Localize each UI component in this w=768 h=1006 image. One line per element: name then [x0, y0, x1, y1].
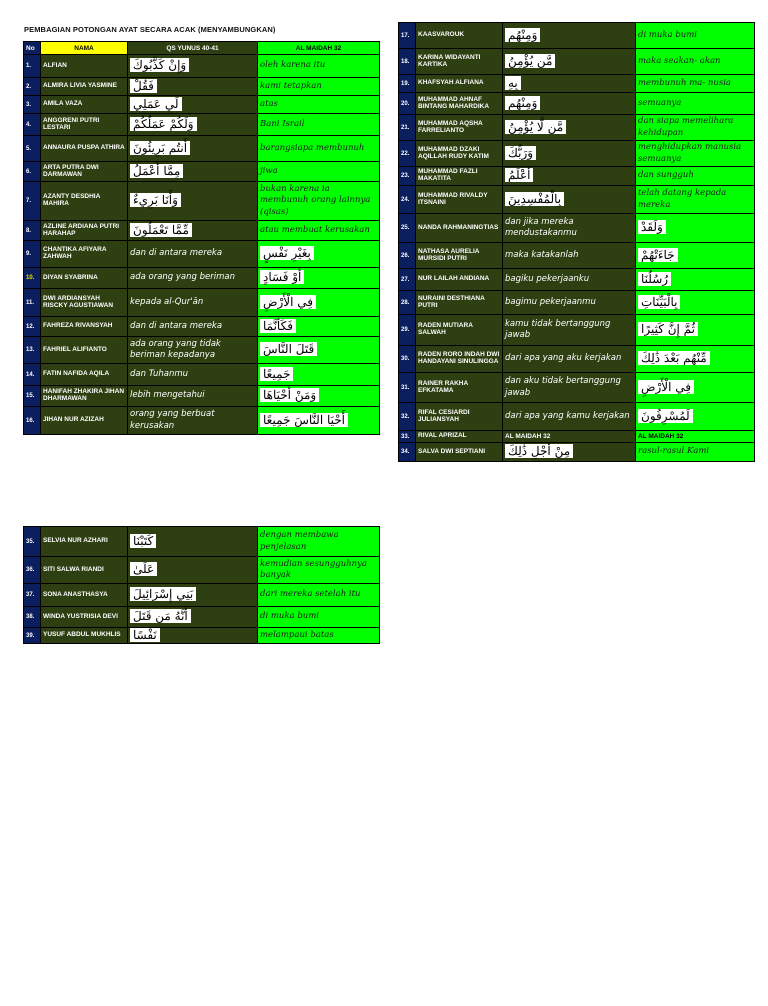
arabic-fragment: بِهِ	[505, 76, 521, 90]
arabic-fragment: مِّنْهُم بَعْدَ ذَٰلِكَ	[638, 351, 710, 365]
arabic-cell	[258, 268, 380, 289]
translation-text: membunuh ma- nusia	[636, 75, 755, 93]
table-row	[24, 182, 380, 221]
arabic-fragment: وَمِنْهُم	[505, 96, 540, 110]
student-name: RIFAL CESIARDI JULIANSYAH	[416, 403, 503, 431]
indonesian-text: kepada al-Qur'ān	[128, 289, 258, 317]
header-no: No	[24, 42, 41, 55]
student-name: AZLINE ARDIANA PUTRI HARAHAP	[41, 221, 128, 241]
student-name: RADEN RORO INDAH DWI HANDAYANI SINULINGGA	[416, 346, 503, 373]
translation-text: atau membuat kerusakan	[258, 221, 380, 241]
arabic-cell	[636, 403, 755, 431]
arabic-fragment: أَنتُم بَرِيئُونَ	[130, 141, 190, 155]
table-row	[24, 364, 380, 386]
student-name: DIYAN SYABRINA	[41, 268, 128, 289]
arabic-fragment: بِالْبَيِّنَاتِ	[638, 295, 680, 309]
arabic-cell	[258, 317, 380, 337]
student-name: RIVAL APRIZAL	[416, 431, 503, 443]
row-number: 27.	[399, 269, 416, 291]
arabic-cell	[128, 628, 258, 644]
indonesian-text: dan Tuhanmu	[128, 364, 258, 386]
arabic-cell	[128, 78, 258, 96]
arabic-cell	[128, 162, 258, 182]
indonesian-text: dan di antara mereka	[128, 317, 258, 337]
table-row	[24, 584, 380, 607]
row-number: 24.	[399, 186, 416, 214]
student-name: KHAFSYAH ALFIANA	[416, 75, 503, 93]
row-number: 17.	[399, 23, 416, 49]
row-number: 36.	[24, 557, 41, 584]
table-1	[23, 41, 380, 435]
student-name: NANDA RAHMANINGTIAS	[416, 214, 503, 243]
row-number: 39.	[24, 628, 41, 644]
table-row	[24, 55, 380, 78]
arabic-cell	[636, 315, 755, 346]
arabic-cell	[128, 584, 258, 607]
row-number: 31.	[399, 373, 416, 403]
arabic-fragment: وَلَكُمْ عَمَلُكُمْ	[130, 117, 197, 131]
arabic-fragment: فَكَأَنَّمَا	[260, 319, 296, 333]
row-number: 28.	[399, 291, 416, 315]
arabic-fragment: أَنَّهُ مَن قَتَلَ	[130, 609, 191, 623]
section-label: AL MAIDAH 32	[636, 431, 755, 443]
indonesian-text: dari apa yang kamu kerjakan	[503, 403, 636, 431]
arabic-fragment: أَعْلَمُ	[505, 168, 533, 182]
translation-text: dari mereka setelah itu	[258, 584, 380, 607]
translation-text: kemudian sesungguhnya banyak	[258, 557, 380, 584]
arabic-fragment: أَحْيَا النَّاسَ جَمِيعًا	[260, 413, 348, 427]
row-number: 20.	[399, 93, 416, 115]
student-name: CHANTIKA AFIYARA ZAHWAH	[41, 241, 128, 268]
arabic-cell	[258, 289, 380, 317]
translation-text: di muka bumi	[258, 607, 380, 628]
student-name: ALFIAN	[41, 55, 128, 78]
arabic-fragment: لَمُسْرِفُونَ	[638, 409, 693, 423]
table-row	[399, 291, 755, 315]
student-name: MUHAMMAD DZAKI AQILLAH RUDY KATIM	[416, 141, 503, 167]
arabic-fragment: فِي الْأَرْضِ	[638, 380, 694, 394]
table-row	[399, 23, 755, 49]
translation-text: semuanya	[636, 93, 755, 115]
row-number: 34.	[399, 443, 416, 462]
table-row	[24, 268, 380, 289]
arabic-cell	[636, 269, 755, 291]
arabic-cell	[636, 243, 755, 269]
arabic-cell	[503, 443, 636, 462]
arabic-cell	[128, 607, 258, 628]
arabic-fragment: جَمِيعًا	[260, 367, 293, 381]
row-number: 14.	[24, 364, 41, 386]
row-number: 25.	[399, 214, 416, 243]
arabic-cell	[503, 49, 636, 75]
student-name: KAASVAROUK	[416, 23, 503, 49]
arabic-cell	[128, 527, 258, 557]
arabic-cell	[636, 291, 755, 315]
translation-text: dengan membawa penjelasan	[258, 527, 380, 557]
student-name: MUHAMMAD RIVALDY ITSNAINI	[416, 186, 503, 214]
arabic-cell	[503, 186, 636, 214]
table-row	[399, 214, 755, 243]
table-row	[399, 315, 755, 346]
row-number: 15.	[24, 386, 41, 407]
translation-text: rasul-rasul Kami	[636, 443, 755, 462]
arabic-cell	[128, 182, 258, 221]
table-row	[399, 243, 755, 269]
arabic-fragment: مِنْ أَجْلِ ذَٰلِكَ	[505, 444, 573, 458]
indonesian-text: kamu tidak bertanggung jawab	[503, 315, 636, 346]
arabic-fragment: وَرَبُّكَ	[505, 146, 536, 160]
row-number: 4.	[24, 114, 41, 136]
header-qs-yunus: QS YUNUS 40-41	[128, 42, 258, 55]
student-name: RAINER RAKHA EFKATAMA	[416, 373, 503, 403]
row-number: 18.	[399, 49, 416, 75]
student-name: SALVA DWI SEPTIANI	[416, 443, 503, 462]
arabic-fragment: وَلَقَدْ	[638, 220, 666, 234]
student-name: NUR LAILAH ANDIANA	[416, 269, 503, 291]
header-al-maidah: AL MAIDAH 32	[258, 42, 380, 55]
table-row	[399, 443, 755, 462]
arabic-fragment: وَمَنْ أَحْيَاهَا	[260, 388, 319, 402]
arabic-cell	[128, 96, 258, 114]
translation-text: barangsiapa membunuh	[258, 136, 380, 162]
student-name: DWI ARDIANSYAH RISCKY AGUSTIAWAN	[41, 289, 128, 317]
arabic-cell	[128, 221, 258, 241]
arabic-fragment: قَتَلَ النَّاسَ	[260, 342, 317, 356]
student-name: FAHRIEL ALIFIANTO	[41, 337, 128, 364]
translation-text: bukan karena ia membunuh orang lainnya (qisas)	[258, 182, 380, 221]
indonesian-text: orang yang berbuat kerusakan	[128, 407, 258, 435]
student-name: MUHAMMAD FAZLI MAKATITA	[416, 167, 503, 186]
arabic-fragment: لِّي عَمَلِي	[130, 97, 182, 111]
row-number: 2.	[24, 78, 41, 96]
row-number: 10.	[24, 268, 41, 289]
arabic-fragment: كَتَبْنَا	[130, 534, 156, 548]
row-number: 35.	[24, 527, 41, 557]
arabic-fragment: أَوْ فَسَادٍ	[260, 270, 304, 284]
section-label: AL MAIDAH 32	[503, 431, 636, 443]
row-number: 6.	[24, 162, 41, 182]
row-number: 7.	[24, 182, 41, 221]
translation-text: maka seakan- akan	[636, 49, 755, 75]
arabic-cell	[128, 55, 258, 78]
arabic-cell	[503, 167, 636, 186]
arabic-fragment: بِغَيْرِ نَفْسٍ	[260, 246, 314, 260]
table-row	[24, 317, 380, 337]
arabic-fragment: نَفْسًا	[130, 628, 160, 642]
arabic-cell	[258, 386, 380, 407]
translation-text: melampaui batas	[258, 628, 380, 644]
arabic-fragment: مَّن لَّا يُؤْمِنُ	[505, 120, 566, 134]
arabic-cell	[258, 337, 380, 364]
table-row	[24, 114, 380, 136]
arabic-cell	[636, 214, 755, 243]
row-number: 8.	[24, 221, 41, 241]
arabic-cell	[503, 141, 636, 167]
arabic-cell	[503, 115, 636, 141]
student-name: SELVIA NUR AZHARI	[41, 527, 128, 557]
indonesian-text: bagiku pekerjaanku	[503, 269, 636, 291]
row-number: 16.	[24, 407, 41, 435]
arabic-fragment: مِمَّا أَعْمَلُ	[130, 164, 183, 178]
student-name: YUSUF ABDUL MUKHLIS	[41, 628, 128, 644]
arabic-cell	[503, 75, 636, 93]
translation-text: Bani Israil	[258, 114, 380, 136]
student-name: ANGGRENI PUTRI LESTARI	[41, 114, 128, 136]
table-row	[399, 167, 755, 186]
translation-text: oleh karena itu	[258, 55, 380, 78]
table-row	[399, 373, 755, 403]
header-nama: NAMA	[41, 42, 128, 55]
student-name: FAHREZA RIVANSYAH	[41, 317, 128, 337]
table-row	[24, 527, 380, 557]
indonesian-text: dan aku tidak bertanggung jawab	[503, 373, 636, 403]
student-name: MUHAMMAD AHNAF BINTANG MAHARDIKA	[416, 93, 503, 115]
arabic-cell	[636, 373, 755, 403]
table-row	[399, 346, 755, 373]
student-name: SONA ANASTHASYA	[41, 584, 128, 607]
table-row	[24, 96, 380, 114]
student-name: ALMIRA LIVIA YASMINE	[41, 78, 128, 96]
arabic-fragment: مِّمَّا تَعْمَلُونَ	[130, 223, 192, 237]
student-name: WINDA YUSTRISIA DEVI	[41, 607, 128, 628]
row-number: 12.	[24, 317, 41, 337]
row-number: 3.	[24, 96, 41, 114]
arabic-cell	[258, 364, 380, 386]
translation-text: dan sungguh	[636, 167, 755, 186]
table-row	[399, 75, 755, 93]
indonesian-text: dan jika mereka mendustakanmu	[503, 214, 636, 243]
indonesian-text: ada orang yang tidak beriman kepadanya	[128, 337, 258, 364]
table-row	[24, 407, 380, 435]
arabic-fragment: ثُمَّ إِنَّ كَثِيرًا	[638, 322, 698, 336]
arabic-cell	[128, 557, 258, 584]
arabic-fragment: جَاءَتْهُمْ	[638, 248, 678, 262]
row-number: 5.	[24, 136, 41, 162]
row-number: 22.	[399, 141, 416, 167]
indonesian-text: dari apa yang aku kerjakan	[503, 346, 636, 373]
student-name: AZANTY DESDHIA MAHIRA	[41, 182, 128, 221]
student-name: NATHASA AURELIA MURSIDI PUTRI	[416, 243, 503, 269]
row-number: 33.	[399, 431, 416, 443]
table-row	[399, 269, 755, 291]
translation-text: dan siapa memelihara kehidupan	[636, 115, 755, 141]
translation-text: di muka bumi	[636, 23, 755, 49]
table-row	[24, 78, 380, 96]
table-row	[399, 186, 755, 214]
row-number: 13.	[24, 337, 41, 364]
table-2	[398, 22, 755, 462]
arabic-fragment: فِي الْأَرْضِ	[260, 295, 316, 309]
table-header	[24, 42, 380, 55]
arabic-fragment: عَلَىٰ	[130, 562, 157, 576]
row-number: 32.	[399, 403, 416, 431]
row-number: 23.	[399, 167, 416, 186]
translation-text: menghidupkan manusia semuanya	[636, 141, 755, 167]
row-number: 26.	[399, 243, 416, 269]
arabic-cell	[636, 346, 755, 373]
row-number: 21.	[399, 115, 416, 141]
arabic-cell	[128, 114, 258, 136]
row-number: 19.	[399, 75, 416, 93]
table-row	[399, 49, 755, 75]
table-row	[24, 241, 380, 268]
table-row	[399, 93, 755, 115]
student-name: NURAINI DESTHIANA PUTRI	[416, 291, 503, 315]
indonesian-text: dan di antara mereka	[128, 241, 258, 268]
student-name: FATIN NAFIDA AQILA	[41, 364, 128, 386]
row-number: 38.	[24, 607, 41, 628]
table-3	[23, 526, 380, 644]
translation-text: jiwa	[258, 162, 380, 182]
indonesian-text: bagimu pekerjaanmu	[503, 291, 636, 315]
page-title: PEMBAGIAN POTONGAN AYAT SECARA ACAK (MENYAMBUNGKAN)	[24, 25, 276, 34]
table-row	[399, 141, 755, 167]
indonesian-text: maka katakanlah	[503, 243, 636, 269]
arabic-fragment: وَمِنْهُم	[505, 28, 540, 42]
translation-text: telah datang kepada mereka	[636, 186, 755, 214]
student-name: KARINA WIDAYANTI KARTIKA	[416, 49, 503, 75]
translation-text: atas	[258, 96, 380, 114]
student-name: MUHAMMAD AQSHA FARRELIANTO	[416, 115, 503, 141]
student-name: AMILA VAZA	[41, 96, 128, 114]
table-row	[24, 628, 380, 644]
row-number: 9.	[24, 241, 41, 268]
arabic-cell	[128, 136, 258, 162]
table-row	[24, 337, 380, 364]
indonesian-text: ada orang yang beriman	[128, 268, 258, 289]
table-row	[399, 115, 755, 141]
student-name: JIHAN NUR AZIZAH	[41, 407, 128, 435]
row-number: 37.	[24, 584, 41, 607]
table-row	[399, 431, 755, 443]
row-number: 11.	[24, 289, 41, 317]
arabic-fragment: بِالْمُفْسِدِينَ	[505, 192, 564, 206]
table-row	[24, 557, 380, 584]
table-row	[24, 221, 380, 241]
table-row	[24, 136, 380, 162]
table-row	[399, 403, 755, 431]
student-name: ARTA PUTRA DWI DARMAWAN	[41, 162, 128, 182]
arabic-fragment: رُسُلُنَا	[638, 272, 671, 286]
table-row	[24, 607, 380, 628]
arabic-cell	[503, 93, 636, 115]
student-name: SITI SALWA RIANDI	[41, 557, 128, 584]
table-row	[24, 289, 380, 317]
translation-text: kami tetapkan	[258, 78, 380, 96]
table-row	[24, 162, 380, 182]
arabic-fragment: بَنِي إِسْرَائِيلَ	[130, 587, 196, 601]
arabic-fragment: وَأَنَا بَرِيءٌ	[130, 193, 181, 207]
student-name: RADEN MUTIARA SALWAH	[416, 315, 503, 346]
table-row	[24, 386, 380, 407]
arabic-cell	[258, 241, 380, 268]
arabic-cell	[503, 23, 636, 49]
arabic-fragment: وَإِنْ كَذَّبُوكَ	[130, 58, 189, 72]
arabic-fragment: مَّن يُؤْمِنُ	[505, 54, 555, 68]
arabic-cell	[258, 407, 380, 435]
row-number: 1.	[24, 55, 41, 78]
student-name: ANNAURA PUSPA ATHIRA	[41, 136, 128, 162]
arabic-fragment: فَقُلْ	[130, 79, 157, 93]
student-name: HANIFAH ZHAKIRA JIHAN DHARMAWAN	[41, 386, 128, 407]
indonesian-text: lebih mengetahui	[128, 386, 258, 407]
row-number: 29.	[399, 315, 416, 346]
row-number: 30.	[399, 346, 416, 373]
